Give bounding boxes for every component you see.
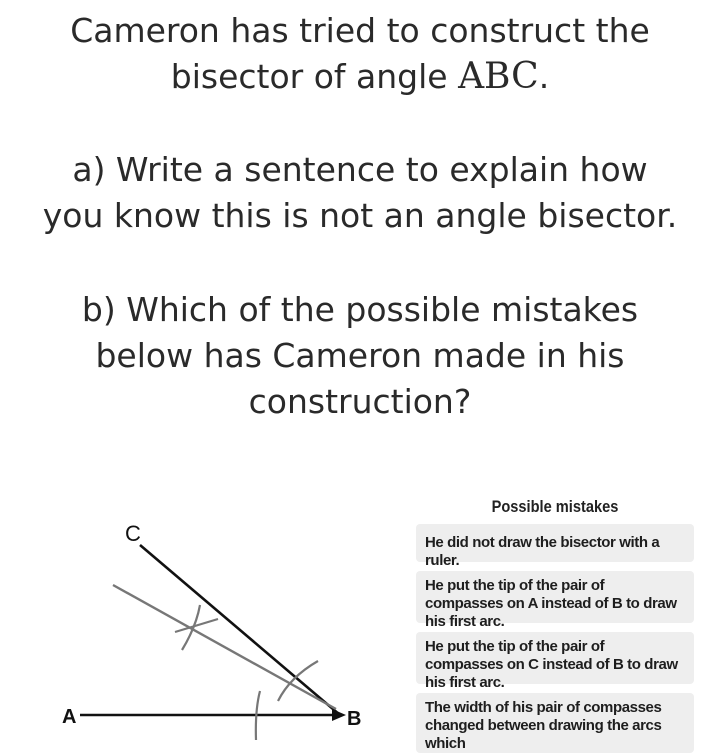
construction-diagram bbox=[0, 505, 410, 740]
possible-mistakes-panel bbox=[416, 492, 694, 752]
question-line-1: Cameron has tried to construct the bbox=[70, 11, 650, 50]
part-b-line-1: b) Which of the possible mistakes bbox=[81, 290, 639, 329]
part-b-line-3: construction? bbox=[248, 382, 472, 421]
label-b: B bbox=[347, 708, 362, 730]
arrowhead-b bbox=[332, 709, 346, 721]
mistakes-title: Possible mistakes bbox=[491, 497, 619, 516]
part-b-line-2: below has Cameron made in his bbox=[95, 336, 625, 375]
line-bc bbox=[140, 545, 340, 715]
mistake-item-ruler: He did not draw the bisector with a ruler. bbox=[416, 524, 694, 562]
question-line-2-text: bisector of angle bbox=[170, 57, 459, 96]
question-text bbox=[0, 8, 720, 425]
construction-svg bbox=[0, 505, 410, 740]
mistake-item-compass-on-a: He put the tip of the pair of compasses on A instead of B to draw his first arc. bbox=[416, 571, 694, 623]
mistake-item-compass-width: The width of his pair of compasses changed between drawing the arcs which bbox=[416, 693, 694, 753]
label-a: A bbox=[62, 706, 77, 728]
label-c: C bbox=[125, 521, 141, 546]
question-line-2 bbox=[0, 54, 720, 100]
question-line-2-period: . bbox=[538, 57, 550, 96]
drawn-bisector-line bbox=[113, 585, 336, 709]
mistake-item-compass-on-c: He put the tip of the pair of compasses on C instead of B to draw his first arc. bbox=[416, 632, 694, 684]
part-a-line-2: you know this is not an angle bisector. bbox=[42, 196, 678, 235]
angle-abc-math: ABC bbox=[458, 56, 539, 97]
part-a-line-1: a) Write a sentence to explain how bbox=[72, 150, 648, 189]
